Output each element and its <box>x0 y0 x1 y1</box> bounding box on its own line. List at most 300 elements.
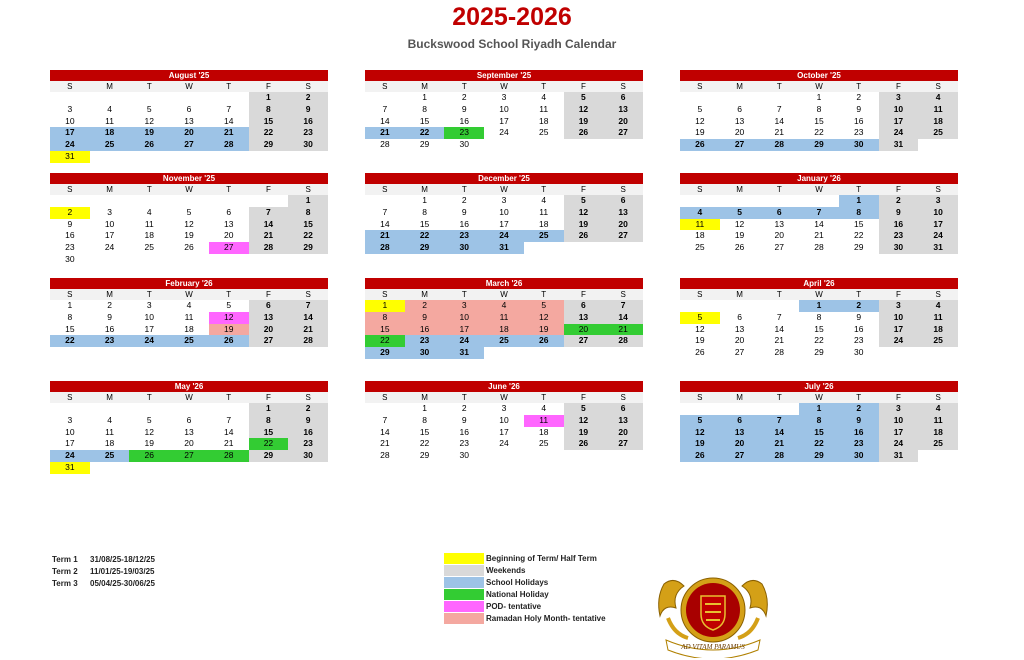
day-cell: 18 <box>104 438 115 449</box>
weekday-label: T <box>856 82 862 91</box>
day-cell: 9 <box>461 206 467 217</box>
day-cell: 25 <box>144 242 155 253</box>
day-cell: 29 <box>249 139 289 151</box>
day-cell: 21 <box>365 127 405 139</box>
day-cell: 10 <box>879 104 919 116</box>
empty-cell <box>209 92 249 104</box>
day-cell: 13 <box>184 115 194 126</box>
day-cell: 15 <box>365 324 405 336</box>
day-cell: 3 <box>501 403 507 413</box>
day-cell: 7 <box>603 300 643 312</box>
day-cell: 23 <box>853 335 864 346</box>
weekday-label: W <box>500 290 508 299</box>
day-cell: 14 <box>223 426 234 437</box>
weekday-label: S <box>67 393 73 402</box>
empty-cell <box>129 195 169 207</box>
day-cell: 1 <box>365 300 405 312</box>
day-cell: 13 <box>603 104 643 116</box>
day-cell: 7 <box>288 300 328 312</box>
legend-swatch-holiday <box>444 577 484 588</box>
day-cell: 12 <box>184 218 194 229</box>
day-cell: 13 <box>720 427 760 439</box>
day-cell: 15 <box>288 219 328 231</box>
weekday-header <box>680 392 958 403</box>
legend-label-holiday: School Holidays <box>486 578 549 587</box>
month-header: October '25 <box>680 70 958 81</box>
day-cell: 26 <box>695 347 705 358</box>
month-header: February '26 <box>50 278 328 289</box>
day-cell: 17 <box>50 127 90 139</box>
day-cell: 8 <box>249 104 289 116</box>
empty-cell <box>720 300 760 312</box>
day-cell: 1 <box>422 195 427 205</box>
day-cell: 18 <box>695 230 705 241</box>
day-cell: 9 <box>107 311 112 322</box>
day-cell: 17 <box>444 324 484 336</box>
day-cell: 9 <box>288 104 328 116</box>
day-cell: 3 <box>107 206 112 217</box>
weekday-label: W <box>500 82 508 91</box>
day-cell: 18 <box>918 427 958 439</box>
day-cell: 29 <box>814 347 824 358</box>
weekday-label: W <box>815 185 823 194</box>
day-cell: 9 <box>461 103 467 114</box>
day-cell: 11 <box>539 103 549 114</box>
day-cell: 7 <box>226 414 232 425</box>
day-cell: 5 <box>680 312 720 324</box>
weekday-label: M <box>106 82 113 91</box>
day-grid <box>680 92 958 151</box>
day-cell: 18 <box>184 323 194 334</box>
day-cell: 10 <box>499 206 509 217</box>
day-cell: 28 <box>288 335 328 347</box>
weekday-label: T <box>776 185 782 194</box>
day-cell: 16 <box>104 323 115 334</box>
day-cell: 12 <box>144 426 155 437</box>
day-cell: 5 <box>146 414 152 425</box>
day-cell: 6 <box>737 103 742 114</box>
crest-motto: AD VITAM PARAMUS <box>681 643 745 651</box>
weekday-label: S <box>305 393 311 402</box>
day-cell: 26 <box>209 335 249 347</box>
day-cell: 21 <box>759 438 799 450</box>
day-cell: 20 <box>223 230 234 241</box>
weekday-label: S <box>620 185 626 194</box>
day-cell: 31 <box>879 139 919 151</box>
day-cell: 20 <box>249 324 289 336</box>
weekday-label: S <box>305 290 311 299</box>
day-cell: 1 <box>839 195 879 207</box>
empty-cell <box>169 92 209 104</box>
day-cell: 5 <box>524 300 564 312</box>
day-cell: 1 <box>67 300 73 310</box>
weekday-label: T <box>461 82 467 91</box>
day-cell: 23 <box>444 127 484 139</box>
day-cell: 30 <box>839 450 879 462</box>
day-cell: 8 <box>816 103 822 114</box>
day-cell: 12 <box>144 115 155 126</box>
day-cell: 19 <box>564 116 604 128</box>
day-cell: 4 <box>146 206 152 217</box>
day-cell: 11 <box>539 206 549 217</box>
day-cell: 22 <box>249 438 289 450</box>
day-cell: 19 <box>524 324 564 336</box>
day-cell: 27 <box>169 139 209 151</box>
month-10 <box>50 381 328 474</box>
day-cell: 10 <box>104 218 115 229</box>
day-cell: 16 <box>65 230 75 241</box>
day-cell: 12 <box>695 115 705 126</box>
empty-cell <box>680 92 720 104</box>
day-cell: 4 <box>107 414 112 425</box>
day-cell: 4 <box>107 103 112 114</box>
day-cell: 6 <box>737 311 742 322</box>
day-cell: 4 <box>541 403 547 413</box>
day-cell: 29 <box>799 139 839 151</box>
month-6 <box>680 173 958 254</box>
day-cell: 18 <box>538 426 549 437</box>
day-cell: 30 <box>444 242 484 254</box>
empty-cell <box>90 92 130 104</box>
day-cell: 2 <box>50 207 90 219</box>
day-cell: 27 <box>564 335 604 347</box>
day-cell: 17 <box>65 438 75 449</box>
day-cell: 28 <box>209 139 249 151</box>
month-header: July '26 <box>680 381 958 392</box>
day-cell: 20 <box>734 127 745 138</box>
weekday-label: S <box>67 82 73 91</box>
day-cell: 6 <box>603 92 643 104</box>
day-cell: 7 <box>776 311 782 322</box>
day-cell: 8 <box>422 103 427 114</box>
day-cell: 26 <box>680 450 720 462</box>
day-cell: 4 <box>484 300 524 312</box>
day-cell: 8 <box>249 415 289 427</box>
weekday-header <box>365 184 643 195</box>
day-cell: 31 <box>484 242 524 254</box>
day-grid <box>50 92 328 163</box>
empty-cell <box>680 403 720 415</box>
weekday-label: T <box>776 82 782 91</box>
day-cell: 2 <box>461 195 467 205</box>
legend-label-pod: POD- tentative <box>486 602 542 611</box>
day-cell: 27 <box>603 438 643 450</box>
empty-cell <box>169 195 209 207</box>
day-cell: 19 <box>680 438 720 450</box>
weekday-label: S <box>620 82 626 91</box>
day-cell: 20 <box>774 230 785 241</box>
day-cell: 24 <box>104 242 115 253</box>
day-cell: 6 <box>186 414 192 425</box>
weekday-label: W <box>185 185 193 194</box>
day-cell: 24 <box>129 335 169 347</box>
day-cell: 23 <box>65 242 75 253</box>
day-cell: 11 <box>105 115 114 126</box>
day-cell: 10 <box>65 426 75 437</box>
day-cell: 11 <box>105 426 114 437</box>
day-cell: 6 <box>603 403 643 415</box>
day-cell: 25 <box>538 127 549 138</box>
day-cell: 5 <box>720 207 760 219</box>
day-grid <box>680 195 958 254</box>
day-cell: 8 <box>799 415 839 427</box>
day-cell: 26 <box>184 242 194 253</box>
day-cell: 31 <box>444 347 484 359</box>
day-cell: 14 <box>380 426 390 437</box>
weekday-label: T <box>856 290 862 299</box>
day-cell: 1 <box>422 92 427 102</box>
day-cell: 25 <box>524 230 564 242</box>
day-cell: 30 <box>853 347 864 358</box>
legend-swatch-ramadan <box>444 613 484 624</box>
empty-cell <box>759 92 799 104</box>
day-cell: 29 <box>288 242 328 254</box>
weekday-label: M <box>106 290 113 299</box>
weekday-label: T <box>541 290 547 299</box>
day-cell: 15 <box>419 426 430 437</box>
weekday-label: F <box>895 393 901 402</box>
day-cell: 5 <box>697 103 703 114</box>
empty-cell <box>129 92 169 104</box>
day-cell: 29 <box>419 450 430 461</box>
page-subtitle: Buckswood School Riyadh Calendar <box>407 37 617 51</box>
day-cell: 29 <box>419 139 430 150</box>
weekday-header <box>50 392 328 403</box>
day-cell: 22 <box>799 438 839 450</box>
weekday-label: F <box>580 82 586 91</box>
day-cell: 24 <box>50 139 90 151</box>
day-cell: 22 <box>288 230 328 242</box>
day-cell: 13 <box>603 415 643 427</box>
day-cell: 13 <box>249 312 289 324</box>
empty-cell <box>129 403 169 415</box>
day-cell: 25 <box>918 438 958 450</box>
day-cell: 1 <box>288 195 328 207</box>
day-cell: 8 <box>365 312 405 324</box>
weekday-header <box>50 81 328 92</box>
day-cell: 2 <box>461 403 467 413</box>
day-cell: 26 <box>734 242 745 253</box>
day-cell: 2 <box>879 195 919 207</box>
day-cell: 23 <box>459 438 470 449</box>
day-cell: 31 <box>50 462 90 474</box>
month-header: May '26 <box>50 381 328 392</box>
day-cell: 3 <box>501 195 507 205</box>
day-cell: 16 <box>288 427 328 439</box>
month-5 <box>365 173 643 254</box>
weekday-label: T <box>541 82 547 91</box>
weekday-label: T <box>461 290 467 299</box>
empty-cell <box>50 403 90 415</box>
day-cell: 7 <box>249 207 289 219</box>
day-cell: 29 <box>365 347 405 359</box>
legend-swatch-national <box>444 589 484 600</box>
day-cell: 27 <box>169 450 209 462</box>
day-cell: 5 <box>146 103 152 114</box>
day-cell: 6 <box>720 415 760 427</box>
day-cell: 29 <box>853 242 864 253</box>
day-cell: 6 <box>759 207 799 219</box>
weekday-label: S <box>697 290 703 299</box>
day-cell: 8 <box>67 311 73 322</box>
legend-label-weekend: Weekends <box>486 566 526 575</box>
day-cell: 21 <box>288 324 328 336</box>
legend-label-ramadan: Ramadan Holy Month- tentative <box>486 614 606 623</box>
day-cell: 31 <box>918 242 958 254</box>
weekday-header <box>50 184 328 195</box>
weekday-label: S <box>382 290 388 299</box>
day-cell: 16 <box>405 324 445 336</box>
month-8 <box>365 278 643 359</box>
day-cell: 18 <box>484 324 524 336</box>
day-cell: 28 <box>380 450 390 461</box>
day-cell: 20 <box>734 335 745 346</box>
empty-cell <box>169 403 209 415</box>
weekday-label: W <box>815 82 823 91</box>
weekday-label: S <box>620 393 626 402</box>
day-cell: 11 <box>184 311 194 322</box>
weekday-label: W <box>815 290 823 299</box>
day-cell: 14 <box>759 427 799 439</box>
day-cell: 2 <box>405 300 445 312</box>
day-cell: 24 <box>499 438 509 449</box>
day-cell: 6 <box>564 300 604 312</box>
day-cell: 27 <box>209 242 249 254</box>
day-cell: 16 <box>459 218 470 229</box>
day-cell: 15 <box>419 115 430 126</box>
day-cell: 17 <box>499 115 509 126</box>
day-cell: 28 <box>814 242 824 253</box>
day-cell: 8 <box>422 206 427 217</box>
weekday-label: T <box>146 185 152 194</box>
weekday-label: F <box>265 393 271 402</box>
day-cell: 16 <box>288 116 328 128</box>
day-cell: 28 <box>249 242 289 254</box>
empty-cell <box>720 195 760 207</box>
day-cell: 2 <box>839 300 879 312</box>
month-2 <box>365 70 643 151</box>
day-cell: 21 <box>365 230 405 242</box>
day-cell: 10 <box>879 312 919 324</box>
day-cell: 19 <box>144 438 155 449</box>
day-cell: 16 <box>459 115 470 126</box>
day-cell: 25 <box>538 438 549 449</box>
day-cell: 10 <box>879 415 919 427</box>
day-cell: 19 <box>564 219 604 231</box>
empty-cell <box>799 195 839 207</box>
month-3 <box>680 70 958 151</box>
day-cell: 18 <box>918 324 958 336</box>
weekday-label: F <box>580 393 586 402</box>
month-header: March '26 <box>365 278 643 289</box>
day-cell: 19 <box>734 230 745 241</box>
day-cell: 14 <box>288 312 328 324</box>
day-cell: 14 <box>380 115 390 126</box>
day-cell: 19 <box>209 324 249 336</box>
day-cell: 9 <box>405 312 445 324</box>
day-cell: 20 <box>720 438 760 450</box>
weekday-label: S <box>620 290 626 299</box>
day-cell: 13 <box>223 218 234 229</box>
weekday-label: S <box>935 393 941 402</box>
weekday-label: T <box>226 185 232 194</box>
day-cell: 9 <box>67 218 73 229</box>
day-cell: 3 <box>67 414 73 425</box>
day-cell: 5 <box>564 195 604 207</box>
day-cell: 9 <box>856 311 862 322</box>
day-cell: 10 <box>444 312 484 324</box>
day-cell: 20 <box>169 127 209 139</box>
day-cell: 15 <box>249 427 289 439</box>
day-cell: 17 <box>499 218 509 229</box>
day-grid <box>50 195 328 266</box>
day-cell: 12 <box>680 427 720 439</box>
day-cell: 8 <box>816 311 822 322</box>
day-cell: 3 <box>879 92 919 104</box>
day-cell: 12 <box>734 218 745 229</box>
weekday-label: F <box>895 82 901 91</box>
day-cell: 25 <box>169 335 209 347</box>
day-cell: 7 <box>226 103 232 114</box>
day-cell: 20 <box>184 438 194 449</box>
weekday-label: T <box>226 82 232 91</box>
day-cell: 25 <box>484 335 524 347</box>
term-row-2: Term 2 11/01/25-19/03/25 <box>52 567 155 576</box>
day-cell: 12 <box>564 104 604 116</box>
day-cell: 24 <box>879 335 919 347</box>
day-cell: 24 <box>50 450 90 462</box>
day-cell: 16 <box>879 219 919 231</box>
weekday-label: F <box>895 290 901 299</box>
day-cell: 25 <box>90 450 130 462</box>
day-cell: 12 <box>209 312 249 324</box>
weekday-label: S <box>382 185 388 194</box>
day-cell: 11 <box>918 415 958 427</box>
month-header: September '25 <box>365 70 643 81</box>
day-cell: 4 <box>541 195 547 205</box>
day-cell: 11 <box>144 218 154 229</box>
day-cell: 12 <box>564 415 604 427</box>
weekday-label: S <box>697 393 703 402</box>
weekday-header <box>680 184 958 195</box>
legend-swatch-pod <box>444 601 484 612</box>
day-cell: 17 <box>879 116 919 128</box>
day-cell: 23 <box>879 230 919 242</box>
day-cell: 19 <box>695 127 705 138</box>
day-cell: 2 <box>288 403 328 415</box>
day-cell: 23 <box>853 127 864 138</box>
empty-cell <box>90 195 130 207</box>
weekday-header <box>680 289 958 300</box>
day-cell: 15 <box>799 427 839 439</box>
day-cell: 14 <box>774 323 785 334</box>
month-12 <box>680 381 958 462</box>
day-cell: 18 <box>538 218 549 229</box>
day-cell: 5 <box>226 300 232 310</box>
weekday-label: W <box>185 290 193 299</box>
empty-cell <box>365 403 405 415</box>
day-cell: 26 <box>129 450 169 462</box>
day-cell: 9 <box>288 415 328 427</box>
day-cell: 2 <box>461 92 467 102</box>
day-cell: 15 <box>814 115 824 126</box>
weekday-label: S <box>382 82 388 91</box>
weekday-header <box>365 392 643 403</box>
weekday-label: S <box>67 290 73 299</box>
day-cell: 13 <box>774 218 785 229</box>
empty-cell <box>365 92 405 104</box>
legend-swatch-term <box>444 553 484 564</box>
